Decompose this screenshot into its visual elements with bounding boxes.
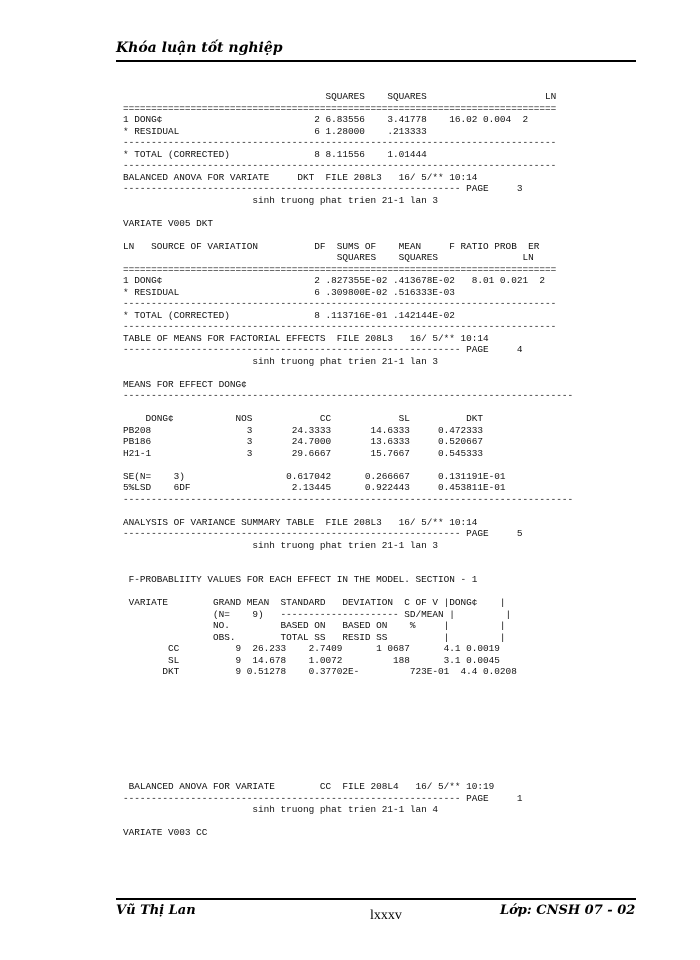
output-line [123, 459, 633, 471]
output-line: ----------------------------------------------------------------------------- [123, 321, 557, 332]
output-line: LN SOURCE OF VARIATION DF SUMS OF MEAN F RATIO PROB ER [123, 240, 540, 252]
output-line [123, 712, 633, 724]
output-line: ANALYSIS OF VARIANCE SUMMARY TABLE FILE 208L3 16/ 5/** 10:14 [123, 516, 478, 528]
output-line [123, 678, 633, 690]
output-line: sinh truong phat trien 21-1 lan 3 [123, 539, 439, 551]
output-line [123, 563, 633, 575]
output-line: VARIATE V003 CC [123, 827, 208, 838]
output-line: ============================================================================= [123, 102, 557, 114]
output-line: -------------------------------------------------------------------------------- [123, 390, 574, 401]
output-line [123, 758, 633, 770]
output-line: * TOTAL (CORRECTED) 8 8.11556 1.01444 [123, 148, 427, 160]
output-line: VARIATE V005 DKT [123, 217, 214, 229]
output-line: PB208 3 24.3333 14.6333 0.472333 [123, 424, 484, 436]
footer-rule [116, 898, 636, 900]
output-line: F-PROBABLIITY VALUES FOR EACH EFFECT IN THE MODEL. SECTION - 1 [123, 574, 478, 585]
footer-author: Vũ Thị Lan [116, 903, 196, 918]
header-rule [116, 60, 636, 62]
output-line: * TOTAL (CORRECTED) 8 .113716E-01 .142144E-02 [123, 309, 455, 321]
output-line: sinh truong phat trien 21-1 lan 3 [123, 194, 439, 206]
output-line: sinh truong phat trien 21-1 lan 4 [123, 804, 439, 815]
output-line [123, 816, 633, 828]
output-line: DONG¢ NOS CC SL DKT [123, 413, 484, 424]
output-line [123, 770, 633, 782]
output-line: BALANCED ANOVA FOR VARIATE DKT FILE 208L3 16/ 5/** 10:14 [123, 171, 478, 183]
output-line: CC 9 26.233 2.7409 1 0687 4.1 0.0019 [123, 643, 500, 654]
output-line: SQUARES SQUARES LN [123, 91, 557, 102]
output-line: NO. BASED ON BASED ON % | | [123, 620, 506, 631]
output-line: MEANS FOR EFFECT DONG¢ [123, 378, 247, 390]
statistical-output-block [123, 91, 633, 839]
output-line [123, 206, 633, 218]
output-line: ----------------------------------------------------------------------------- [123, 160, 557, 171]
output-line: ------------------------------------------------------------ PAGE 1 [123, 792, 523, 804]
output-line: 1 DONG¢ 2 .827355E-02 .413678E-02 8.01 0.021 2 [123, 275, 545, 286]
output-line: ------------------------------------------------------------ PAGE 5 [123, 528, 523, 539]
output-line: DKT 9 0.51278 0.37702E- 723E-01 4.4 0.0208 [123, 666, 517, 677]
output-line: 1 DONG¢ 2 6.83556 3.41778 16.02 0.004 2 [123, 114, 529, 125]
output-line: 5%LSD 6DF 2.13445 0.922443 0.453811E-01 [123, 482, 506, 493]
output-line: SL 9 14.678 1.0072 188 3.1 0.0045 [123, 654, 500, 666]
output-line [123, 402, 633, 414]
document-header-title: Khóa luận tốt nghiệp [116, 40, 283, 56]
output-line [123, 505, 633, 517]
output-line [123, 689, 633, 701]
output-line: ------------------------------------------------------------ PAGE 3 [123, 183, 523, 194]
output-line [123, 229, 633, 241]
footer-page-number: lxxxv [370, 908, 402, 923]
output-line [123, 551, 633, 563]
output-line: VARIATE GRAND MEAN STANDARD DEVIATION C OF V |DONG¢ | [123, 597, 506, 608]
footer-class: Lớp: CNSH 07 - 02 [500, 903, 636, 918]
output-line: H21-1 3 29.6667 15.7667 0.545333 [123, 447, 484, 459]
output-line: PB186 3 24.7000 13.6333 0.520667 [123, 436, 484, 447]
output-line [123, 586, 633, 598]
output-line [123, 701, 633, 713]
output-line: SQUARES SQUARES LN [123, 252, 534, 263]
output-line: ----------------------------------------------------------------------------- [123, 137, 557, 148]
output-line: ------------------------------------------------------------ PAGE 4 [123, 344, 523, 355]
output-line: (N= 9) --------------------- SD/MEAN | | [123, 608, 512, 620]
output-line: OBS. TOTAL SS RESID SS | | [123, 631, 506, 643]
output-line [123, 747, 633, 759]
output-line: ============================================================================= [123, 263, 557, 275]
output-line: sinh truong phat trien 21-1 lan 3 [123, 355, 439, 367]
output-line [123, 367, 633, 379]
output-line: SE(N= 3) 0.617042 0.266667 0.131191E-01 [123, 470, 506, 482]
output-line: TABLE OF MEANS FOR FACTORIAL EFFECTS FILE 208L3 16/ 5/** 10:14 [123, 332, 489, 344]
output-line: * RESIDUAL 6 1.28000 .213333 [123, 125, 427, 137]
output-line [123, 724, 633, 736]
output-line: -------------------------------------------------------------------------------- [123, 493, 574, 505]
output-line [123, 735, 633, 747]
output-line: BALANCED ANOVA FOR VARIATE CC FILE 208L4 16/ 5/** 10:19 [123, 781, 495, 792]
output-line: ----------------------------------------------------------------------------- [123, 298, 557, 309]
output-line: * RESIDUAL 6 .309800E-02 .516333E-03 [123, 286, 455, 298]
